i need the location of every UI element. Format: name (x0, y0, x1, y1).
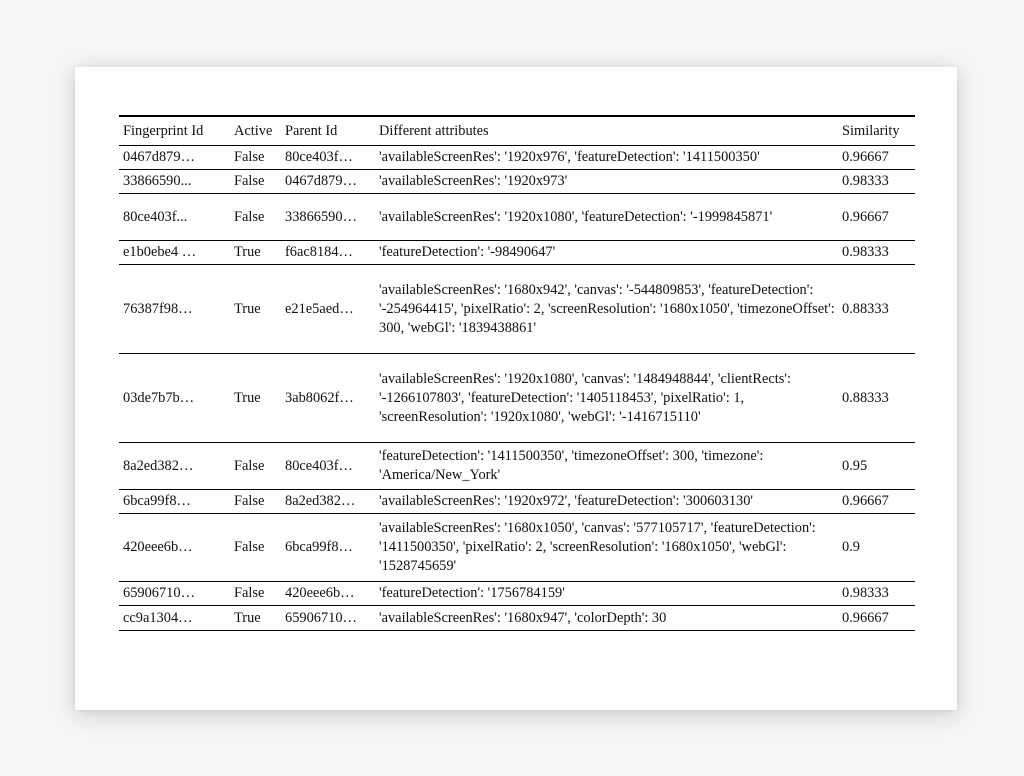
cell-fingerprint-id: 80ce403f... (119, 194, 230, 241)
table-row (119, 443, 915, 490)
cell-parent-id: 80ce403f… (281, 443, 375, 490)
cell-active: True (230, 241, 281, 265)
cell-fingerprint-id: 8a2ed382… (119, 443, 230, 490)
cell-different-attributes: 'availableScreenRes': '1680x1050', 'canvas': '577105717', 'featureDetection': '1411500350', 'pixelRatio': 2, 'screenResolution': '1680x1050', 'webGl': '1528745659' (375, 514, 838, 582)
header-active: Active (230, 116, 281, 146)
cell-parent-id: 65906710… (281, 606, 375, 631)
cell-fingerprint-id: e1b0ebe4 … (119, 241, 230, 265)
table-row (119, 490, 915, 514)
cell-active: False (230, 194, 281, 241)
cell-fingerprint-id: 33866590... (119, 170, 230, 194)
table-row (119, 354, 915, 443)
cell-parent-id: 80ce403f… (281, 146, 375, 170)
cell-different-attributes: 'availableScreenRes': '1680x942', 'canvas': '-544809853', 'featureDetection': '-254964415', 'pixelRatio': 2, 'screenResolution': '1680x1050', 'timezoneOffset': 300, 'webGl': '1839438861' (375, 265, 838, 354)
cell-fingerprint-id: 6bca99f8… (119, 490, 230, 514)
fingerprint-table (119, 115, 915, 631)
cell-fingerprint-id: 03de7b7b… (119, 354, 230, 443)
table-row (119, 514, 915, 582)
table-row (119, 146, 915, 170)
header-different-attributes: Different attributes (375, 116, 838, 146)
table-row (119, 194, 915, 241)
cell-similarity: 0.96667 (838, 490, 915, 514)
cell-similarity: 0.88333 (838, 354, 915, 443)
cell-parent-id: 0467d879… (281, 170, 375, 194)
cell-similarity: 0.9 (838, 514, 915, 582)
cell-parent-id: 8a2ed382… (281, 490, 375, 514)
cell-different-attributes: 'availableScreenRes': '1920x976', 'featureDetection': '1411500350' (375, 146, 838, 170)
cell-similarity: 0.98333 (838, 241, 915, 265)
cell-active: True (230, 265, 281, 354)
cell-different-attributes: 'availableScreenRes': '1920x1080', 'canvas': '1484948844', 'clientRects': '-1266107803', 'featureDetection': '1405118453', 'pixelRatio': 1, 'screenResolution': '1920x1080', 'webGl': '-1416715110' (375, 354, 838, 443)
table-row (119, 241, 915, 265)
cell-different-attributes: 'availableScreenRes': '1920x972', 'featureDetection': '300603130' (375, 490, 838, 514)
cell-parent-id: 420eee6b… (281, 582, 375, 606)
table-body (119, 146, 915, 631)
header-row (119, 116, 915, 146)
document-page (75, 67, 957, 710)
cell-parent-id: f6ac8184… (281, 241, 375, 265)
cell-different-attributes: 'availableScreenRes': '1920x973' (375, 170, 838, 194)
cell-similarity: 0.96667 (838, 146, 915, 170)
cell-similarity: 0.98333 (838, 582, 915, 606)
cell-similarity: 0.95 (838, 443, 915, 490)
cell-different-attributes: 'featureDetection': '1411500350', 'timezoneOffset': 300, 'timezone': 'America/New_York' (375, 443, 838, 490)
cell-parent-id: 6bca99f8… (281, 514, 375, 582)
header-fingerprint-id: Fingerprint Id (119, 116, 230, 146)
cell-active: False (230, 146, 281, 170)
cell-similarity: 0.96667 (838, 606, 915, 631)
cell-parent-id: 33866590… (281, 194, 375, 241)
table-row (119, 265, 915, 354)
cell-different-attributes: 'featureDetection': '-98490647' (375, 241, 838, 265)
cell-active: False (230, 443, 281, 490)
table-row (119, 170, 915, 194)
table-row (119, 582, 915, 606)
table-row (119, 606, 915, 631)
cell-active: False (230, 490, 281, 514)
cell-different-attributes: 'availableScreenRes': '1920x1080', 'featureDetection': '-1999845871' (375, 194, 838, 241)
header-similarity: Similarity (838, 116, 915, 146)
cell-active: False (230, 514, 281, 582)
cell-different-attributes: 'featureDetection': '1756784159' (375, 582, 838, 606)
cell-fingerprint-id: 76387f98… (119, 265, 230, 354)
cell-active: False (230, 582, 281, 606)
cell-active: False (230, 170, 281, 194)
cell-similarity: 0.96667 (838, 194, 915, 241)
cell-fingerprint-id: cc9a1304… (119, 606, 230, 631)
cell-fingerprint-id: 420eee6b… (119, 514, 230, 582)
header-parent-id: Parent Id (281, 116, 375, 146)
cell-similarity: 0.98333 (838, 170, 915, 194)
table-header (119, 116, 915, 146)
cell-parent-id: e21e5aed… (281, 265, 375, 354)
cell-similarity: 0.88333 (838, 265, 915, 354)
cell-fingerprint-id: 65906710… (119, 582, 230, 606)
cell-active: True (230, 354, 281, 443)
cell-different-attributes: 'availableScreenRes': '1680x947', 'colorDepth': 30 (375, 606, 838, 631)
cell-parent-id: 3ab8062f… (281, 354, 375, 443)
cell-fingerprint-id: 0467d879… (119, 146, 230, 170)
cell-active: True (230, 606, 281, 631)
